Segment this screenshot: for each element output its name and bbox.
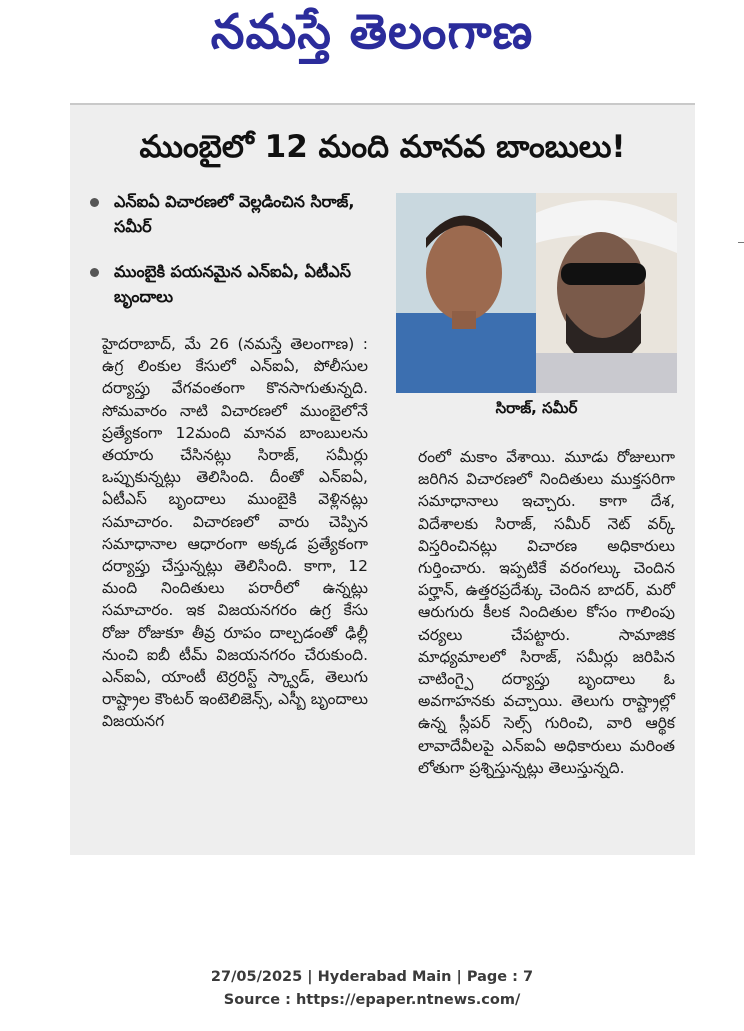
article-box (70, 103, 695, 855)
article-column-right: రంలో మకాం వేశాయి. మూడు రోజులుగా జరిగిన విచారణలో నిందితులు ముక్తసరిగా సమాధానాలు ఇచ్చారు. కాగా దేశ, విదేశాలకు సిరాజ్, సమీర్ నెట్ వర్క్ విస్తరించినట్లు విచారణ అధికారులు గుర్తించారు. ఇప్పటికే వరంగల్కు చెందిన పర్హాన్, ఉత్తరప్రదేశ్కు చెందిన బాదర్, మరో ఆరుగురు కీలక నిందితుల కోసం గాలింపు చర్యలు చేపట్టారు. సామాజిక మాధ్యమాలలో సిరాజ్, సమీర్లు జరిపిన చాటింగ్పై దర్యాప్తు బృందాలు ఓ అవగాహనకు వచ్చాయి. తెలుగు రాష్ట్రాల్లో ఉన్న స్లీపర్ సెల్స్ గురించి, వారి ఆర్థిక లావాదేవీలపై ఎన్ఐఏ అధికారులు మరింత లోతుగా ప్రశ్నిస్తున్నట్లు తెలుస్తున్నది. (418, 448, 675, 777)
article-bullet (90, 259, 374, 309)
footer-date-edition: 27/05/2025 | Hyderabad Main | Page : 7 (210, 969, 534, 985)
article-top-rule (70, 103, 695, 105)
newspaper-masthead: నమస్తే తెలంగాణ (210, 4, 534, 60)
article-headline: ముంబైలో 12 మంది మానవ బాంబులు! (139, 129, 626, 165)
footer-source: Source : https://epaper.ntnews.com/ (223, 992, 521, 1008)
adjacent-column-divider (738, 242, 744, 243)
bullet-dot-icon (90, 268, 99, 277)
photo-caption: సిరాజ్, సమీర్ (495, 399, 578, 417)
bullet-text: ఎన్ఐఏ విచారణలో వెల్లడించిన సిరాజ్, సమీర్ (114, 192, 355, 236)
bullet-text: ముంబైకి పయనమైన ఎన్ఐఏ, ఏటీఎస్ బృందాలు (114, 262, 352, 306)
article-photo (396, 193, 677, 393)
article-bullet (90, 189, 374, 239)
article-column-left: హైదరాబాద్, మే 26 (నమస్తే తెలంగాణ) : ఉగ్ర లింకుల కేసులో ఎన్ఐఏ, పోలీసుల దర్యాప్తు వేగవంతంగా కొనసాగుతున్నది. సోమవారం నాటి విచారణలో ముంబైలోనే ప్రత్యేకంగా 12మంది మానవ బాంబులను తయారు చేసినట్లు సిరాజ్, సమీర్లు ఒప్పుకున్నట్లు తెలిసింది. దీంతో ఎన్ఐఏ, ఏటీఎస్ బృందాలు ముంబైకి వెళ్లినట్లు సమాచారం. విచారణలో వారు చెప్పిన సమాధానాల ఆధారంగా అక్కడ ప్రత్యేకంగా దర్యాప్తు చేస్తున్నట్లు తెలిసింది. కాగా, 12 మంది నిందితులు పరారీలో ఉన్నట్లు సమాచారం. ఇక విజయనగరం ఉగ్ర కేసు రోజు రోజుకూ తీవ్ర రూపం దాల్చడంతో ఢిల్లీ నుంచి ఐబీ టీమ్ విజయనగరం చేరుకుంది. ఎన్ఐఏ, యాంటీ టెర్రరిస్ట్ స్క్వాడ్, తెలుగు రాష్ట్రాల కౌంటర్ ఇంటెలిజెన్స్, ఎస్బీ బృందాలు విజయనగ (102, 335, 368, 731)
bullet-dot-icon (90, 198, 99, 207)
